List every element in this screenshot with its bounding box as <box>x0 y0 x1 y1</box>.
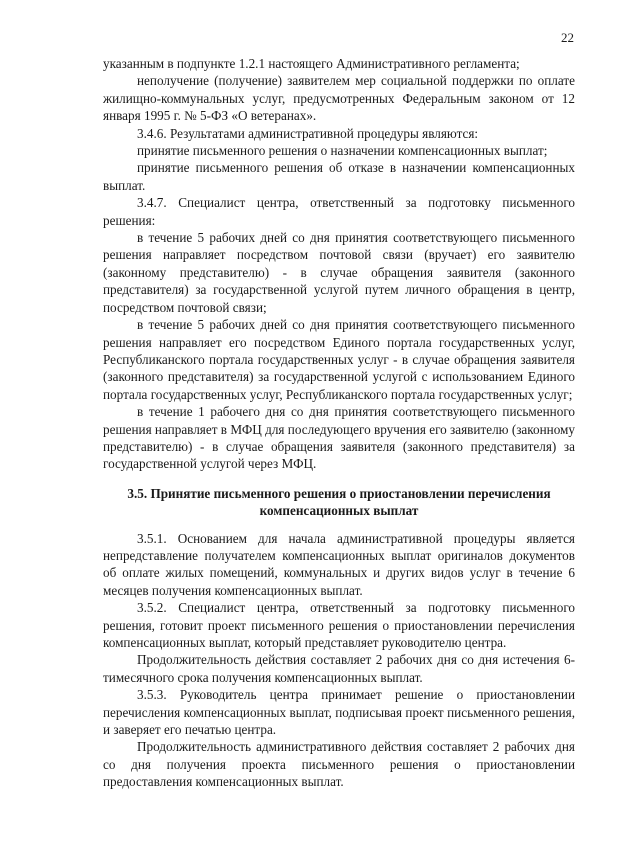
document-body <box>103 55 575 791</box>
section-heading <box>103 485 575 520</box>
paragraph: принятие письменного решения об отказе в назначении компенсационных выплат. <box>103 160 575 193</box>
page-number: 22 <box>561 30 574 45</box>
paragraph: неполучение (получение) заявителем мер социальной поддержки по оплате жилищно-коммунальных услуг, предусмотренных Федеральным законом от 12 января 1995 г. № 5-ФЗ «О ветеранах». <box>103 73 575 124</box>
paragraph: в течение 5 рабочих дней со дня принятия соответствующего письменного решения направляет посредством почтовой связи (вручает) его заявителю (законному представителю) - в случае обращения заявителя (законного представителя) за государственной услугой путем личного обращения в центр, посредством почтовой связи; <box>103 230 575 315</box>
paragraph: 3.4.7. Специалист центра, ответственный за подготовку письменного решения: <box>103 195 575 228</box>
paragraph: 3.5.2. Специалист центра, ответственный за подготовку письменного решения, готовит проект письменного решения о приостановлении перечисления компенсационных выплат, который представляет руководителю центра. <box>103 600 575 650</box>
paragraph: 3.5.1. Основанием для начала административной процедуры является непредставление получателем компенсационных выплат оригиналов документов об оплате жилых помещений, коммунальных и других видов услуг в течение 6 месяцев получения компенсационных выплат. <box>103 530 575 598</box>
paragraph: Продолжительность действия составляет 2 рабочих дня со дня истечения 6-тимесячного срока получения компенсационных выплат. <box>103 652 575 685</box>
paragraph: 3.4.6. Результатами административной процедуры являются: <box>137 125 479 141</box>
section-heading-line-2: компенсационных выплат <box>259 503 419 519</box>
paragraph: Продолжительность административного действия составляет 2 рабочих дня со дня получения проекта письменного решения о приостановлении предоставления компенсационных выплат. <box>103 739 575 790</box>
paragraph: 3.5.3. Руководитель центра принимает решение о приостановлении перечисления компенсационных выплат, подписывая проект письменного решения, и заверяет его печатью центра. <box>103 687 575 738</box>
paragraph: в течение 5 рабочих дней со дня принятия соответствующего письменного решения направляет его посредством Единого портала государственных услуг, Республиканского портала государственных услуг - в случае обращения заявителя (законного представителя) за государственной услугой с использованием Единого портала государственных услуг, Республиканского портала государственных услуг; <box>103 317 575 402</box>
paragraphs-after-heading <box>103 530 575 791</box>
paragraph: в течение 1 рабочего дня со дня принятия соответствующего письменного решения направляет в МФЦ для последующего вручения его заявителю (законному представителю) - в случае обращения заявителя (законного представителя) за государственной услугой через МФЦ. <box>103 404 575 472</box>
paragraphs-before-heading <box>103 55 575 473</box>
section-heading-line-1: 3.5. Принятие письменного решения о приостановлении перечисления <box>127 485 551 501</box>
paragraph: принятие письменного решения о назначении компенсационных выплат; <box>137 143 548 159</box>
paragraph: указанным в подпункте 1.2.1 настоящего Административного регламента; <box>103 56 520 71</box>
